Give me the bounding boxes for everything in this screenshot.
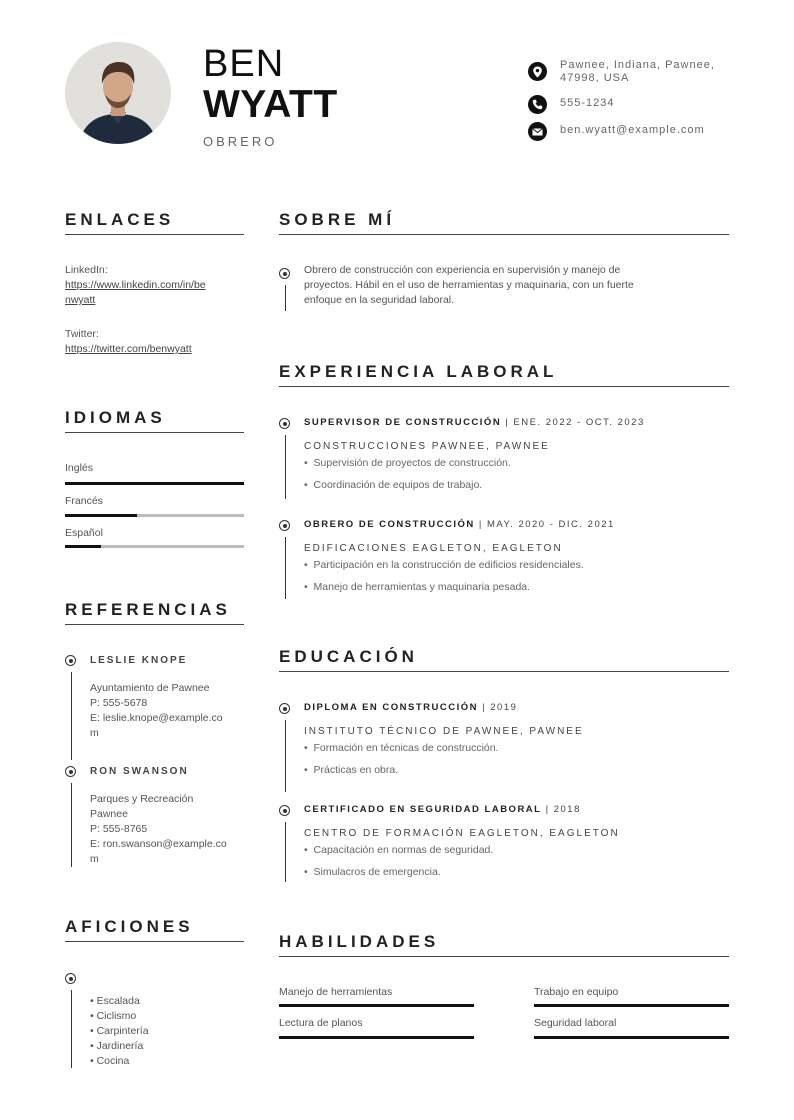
twitter-label: Twitter: bbox=[65, 328, 99, 340]
linkedin-link-cont[interactable]: nwyatt bbox=[65, 294, 96, 306]
education-date: | 2018 bbox=[541, 804, 581, 815]
about-line: proyectos. Hábil en el uso de herramientas y maquinaria, con un fuerte bbox=[304, 279, 634, 291]
reference-details bbox=[90, 681, 250, 741]
timeline-line bbox=[285, 435, 286, 499]
links-section-rule bbox=[65, 234, 244, 235]
timeline-dot-icon bbox=[279, 703, 290, 714]
job-bullet-text: Manejo de herramientas y maquinaria pesada. bbox=[313, 581, 531, 593]
linkedin-link[interactable]: https://www.linkedin.com/in/be bbox=[65, 279, 206, 291]
skill-name: Seguridad laboral bbox=[534, 1017, 617, 1029]
job-bullet: • Coordinación de equipos de trabajo. bbox=[304, 479, 483, 491]
linkedin-link-block bbox=[65, 263, 245, 308]
language-level-track bbox=[65, 545, 244, 548]
education-date: | 2019 bbox=[478, 702, 518, 713]
job-bullet: • Participación en la construcción de edificios residenciales. bbox=[304, 559, 584, 571]
about-line: enfoque en la seguridad laboral. bbox=[304, 294, 455, 306]
timeline-line bbox=[71, 783, 72, 867]
job-date: | ENE. 2022 - OCT. 2023 bbox=[501, 417, 645, 428]
phone-text: 555-1234 bbox=[560, 97, 615, 109]
reference-phone: P: 555-5678 bbox=[90, 697, 148, 709]
first-name: BEN bbox=[203, 43, 285, 85]
timeline-line bbox=[285, 537, 286, 599]
about-section-title: SOBRE MÍ bbox=[279, 210, 396, 229]
job-bullet: • Supervisión de proyectos de construcción. bbox=[304, 457, 511, 469]
education-bullet-text: Formación en técnicas de construcción. bbox=[313, 742, 499, 754]
reference-org-cont: Pawnee bbox=[90, 808, 128, 820]
language-level-track bbox=[65, 482, 244, 485]
education-school: CENTRO DE FORMACIÓN EAGLETON, EAGLETON bbox=[304, 828, 620, 839]
job-company: CONSTRUCCIONES PAWNEE, PAWNEE bbox=[304, 441, 550, 452]
about-section-rule bbox=[279, 234, 729, 235]
education-bullet: • Prácticas en obra. bbox=[304, 764, 399, 776]
reference-org: Parques y Recreación bbox=[90, 793, 194, 805]
hobbies-section-title: AFICIONES bbox=[65, 917, 194, 936]
reference-phone: P: 555-8765 bbox=[90, 823, 148, 835]
timeline-line bbox=[71, 672, 72, 760]
skill-name: Trabajo en equipo bbox=[534, 986, 619, 998]
reference-name: LESLIE KNOPE bbox=[90, 655, 188, 666]
reference-org: Ayuntamiento de Pawnee bbox=[90, 682, 210, 694]
hobbies-list bbox=[90, 994, 149, 1069]
list-item: • Ciclismo bbox=[90, 1010, 137, 1022]
address-text bbox=[560, 59, 715, 85]
job-bullet-text: Supervisión de proyectos de construcción. bbox=[313, 457, 511, 469]
list-item: • Carpintería bbox=[90, 1025, 149, 1037]
about-line: Obrero de construcción con experiencia en supervisión y manejo de bbox=[304, 264, 621, 276]
timeline-line bbox=[71, 990, 72, 1068]
job-bullet: • Manejo de herramientas y maquinaria pesada. bbox=[304, 581, 531, 593]
language-name: Francés bbox=[65, 495, 103, 507]
skills-section-title: HABILIDADES bbox=[279, 932, 440, 951]
skill-level-bar bbox=[534, 1004, 729, 1007]
language-name: Inglés bbox=[65, 462, 94, 474]
skill-name: Lectura de planos bbox=[279, 1017, 363, 1029]
skill-level-bar bbox=[279, 1036, 474, 1039]
twitter-link-block bbox=[65, 327, 245, 357]
job-role: OBRERO bbox=[203, 134, 278, 149]
job-date: | MAY. 2020 - DIC. 2021 bbox=[474, 519, 615, 530]
reference-name: RON SWANSON bbox=[90, 766, 189, 777]
skill-name: Manejo de herramientas bbox=[279, 986, 393, 998]
reference-email: E: ron.swanson@example.co bbox=[90, 838, 227, 850]
education-section-rule bbox=[279, 671, 729, 672]
education-section-title: EDUCACIÓN bbox=[279, 647, 418, 666]
reference-email-cont: m bbox=[90, 853, 99, 865]
reference-details bbox=[90, 792, 250, 867]
timeline-dot-icon bbox=[279, 418, 290, 429]
address-line-1: Pawnee, Indiana, Pawnee, bbox=[560, 59, 715, 71]
list-item: • Escalada bbox=[90, 995, 140, 1007]
reference-email: E: leslie.knope@example.co bbox=[90, 712, 223, 724]
education-school: INSTITUTO TÉCNICO DE PAWNEE, PAWNEE bbox=[304, 726, 584, 737]
education-bullet-text: Simulacros de emergencia. bbox=[313, 866, 441, 878]
education-bullet: • Simulacros de emergencia. bbox=[304, 866, 441, 878]
language-level-fill bbox=[65, 482, 244, 485]
job-position: OBRERO DE CONSTRUCCIÓN bbox=[304, 519, 475, 530]
language-level-fill bbox=[65, 545, 101, 548]
timeline-line bbox=[285, 285, 286, 311]
education-bullet: • Formación en técnicas de construcción. bbox=[304, 742, 499, 754]
languages-section-rule bbox=[65, 432, 244, 433]
skill-level-bar bbox=[279, 1004, 474, 1007]
references-section-rule bbox=[65, 624, 244, 625]
skills-section-rule bbox=[279, 956, 729, 957]
education-bullet-text: Capacitación en normas de seguridad. bbox=[313, 844, 494, 856]
list-item: • Cocina bbox=[90, 1055, 130, 1067]
timeline-dot-icon bbox=[279, 805, 290, 816]
experience-section-title: EXPERIENCIA LABORAL bbox=[279, 362, 558, 381]
job-company: EDIFICACIONES EAGLETON, EAGLETON bbox=[304, 543, 563, 554]
timeline-dot-icon bbox=[65, 766, 76, 777]
experience-section-rule bbox=[279, 386, 729, 387]
list-item: • Jardinería bbox=[90, 1040, 144, 1052]
person-portrait-icon bbox=[65, 42, 171, 144]
references-section-title: REFERENCIAS bbox=[65, 600, 231, 619]
job-position: SUPERVISOR DE CONSTRUCCIÓN bbox=[304, 417, 502, 428]
twitter-link[interactable]: https://twitter.com/benwyatt bbox=[65, 343, 192, 355]
timeline-dot-icon bbox=[65, 973, 76, 984]
reference-email-cont: m bbox=[90, 727, 99, 739]
last-name: WYATT bbox=[203, 83, 338, 126]
location-pin-icon bbox=[528, 62, 547, 81]
language-level-fill bbox=[65, 514, 137, 517]
education-bullet-text: Prácticas en obra. bbox=[313, 764, 399, 776]
profile-photo bbox=[65, 42, 171, 144]
education-degree: DIPLOMA EN CONSTRUCCIÓN bbox=[304, 702, 479, 713]
job-bullet-text: Participación en la construcción de edificios residenciales. bbox=[313, 559, 584, 571]
language-name: Español bbox=[65, 527, 103, 539]
about-text bbox=[304, 263, 729, 308]
linkedin-label: LinkedIn: bbox=[65, 264, 108, 276]
education-title bbox=[304, 702, 517, 713]
education-bullet: • Capacitación en normas de seguridad. bbox=[304, 844, 494, 856]
language-level-track bbox=[65, 514, 244, 517]
timeline-line bbox=[285, 822, 286, 882]
timeline-dot-icon bbox=[65, 655, 76, 666]
hobbies-section-rule bbox=[65, 941, 244, 942]
job-title bbox=[304, 417, 645, 428]
timeline-dot-icon bbox=[279, 520, 290, 531]
education-title bbox=[304, 804, 581, 815]
phone-icon bbox=[528, 95, 547, 114]
email-icon bbox=[528, 122, 547, 141]
timeline-line bbox=[285, 720, 286, 792]
timeline-dot-icon bbox=[279, 268, 290, 279]
skill-level-bar bbox=[534, 1036, 729, 1039]
links-section-title: ENLACES bbox=[65, 210, 175, 229]
job-title bbox=[304, 519, 615, 530]
languages-section-title: IDIOMAS bbox=[65, 408, 166, 427]
job-bullet-text: Coordinación de equipos de trabajo. bbox=[313, 479, 483, 491]
email-text: ben.wyatt@example.com bbox=[560, 124, 705, 136]
address-line-2: 47998, USA bbox=[560, 72, 630, 84]
education-degree: CERTIFICADO EN SEGURIDAD LABORAL bbox=[304, 804, 542, 815]
